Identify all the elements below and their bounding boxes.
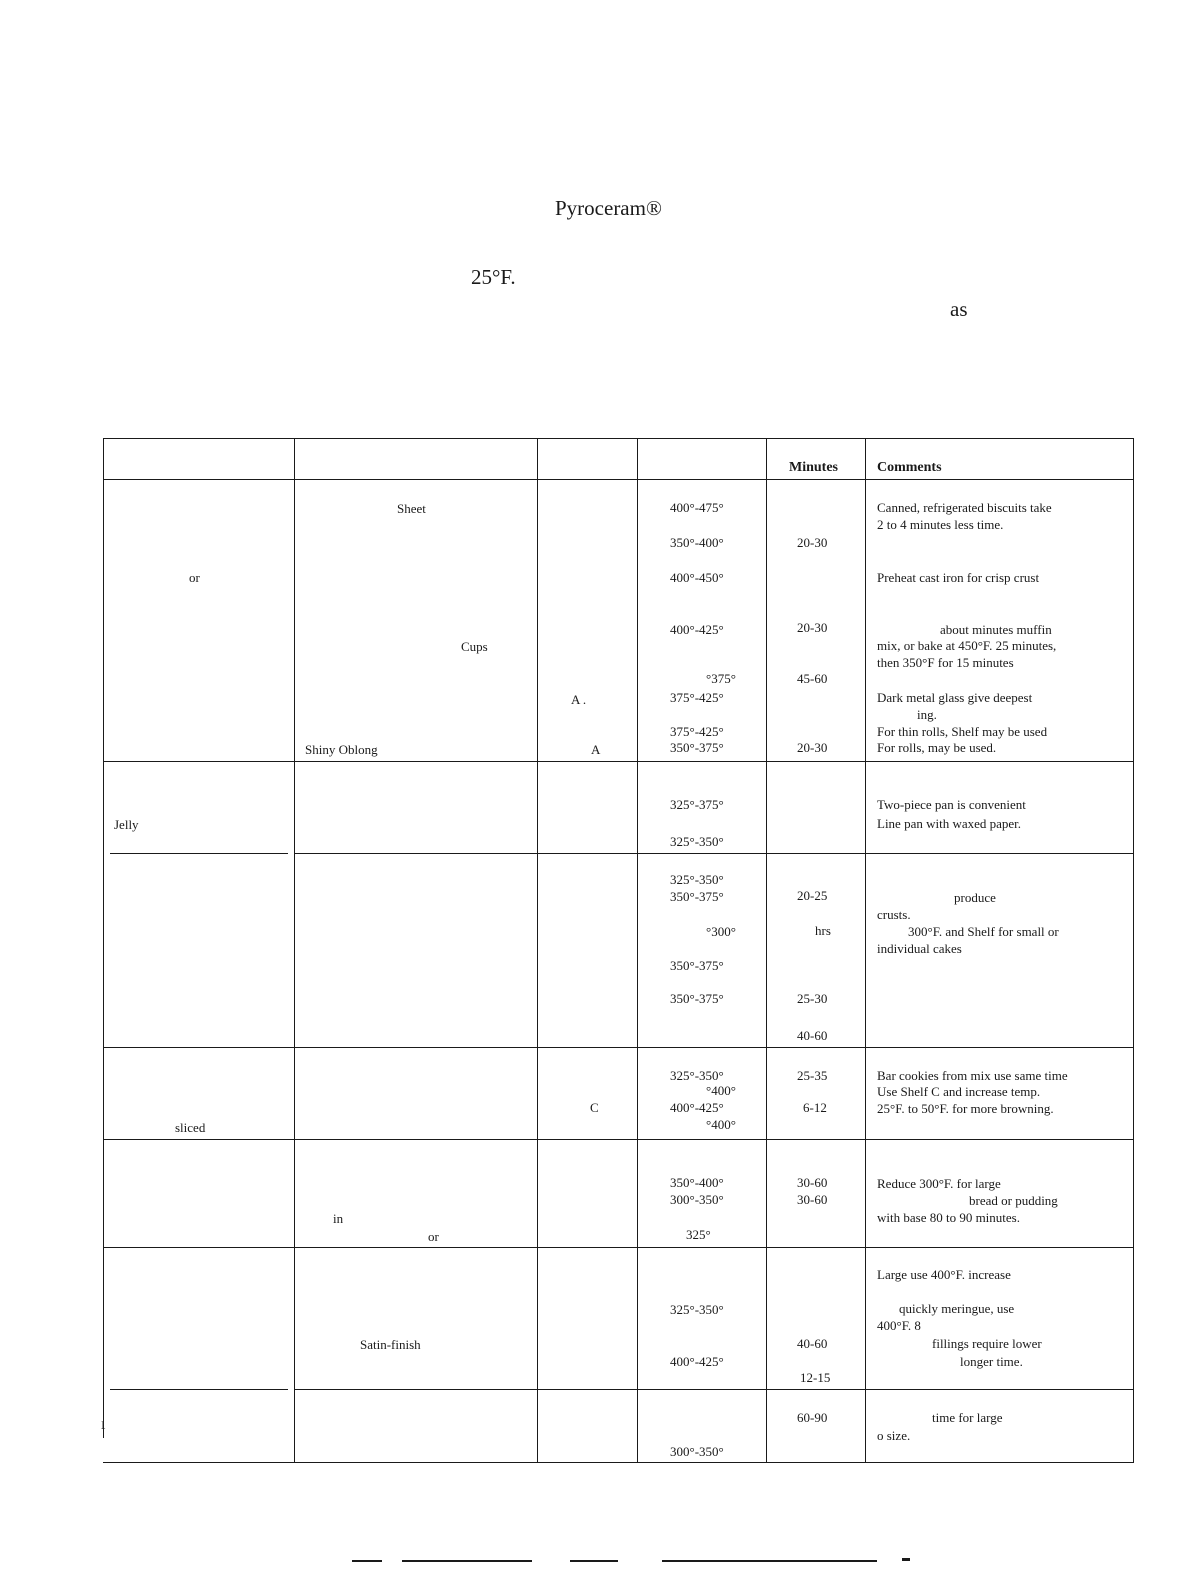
temp-cell: 300°-350° xyxy=(670,1192,724,1207)
comment-line: individual cakes xyxy=(877,941,962,956)
column-divider-3 xyxy=(637,438,638,1463)
table-top-border xyxy=(103,438,1134,439)
temp-cell: 300°-350° xyxy=(670,1444,724,1459)
comment-line: Reduce 300°F. for large xyxy=(877,1176,1001,1191)
temp-cell: 350°-400° xyxy=(670,1175,724,1190)
comment-line: Canned, refrigerated biscuits take xyxy=(877,500,1052,515)
temp-cell: 325° xyxy=(686,1227,711,1242)
minutes-header: Minutes xyxy=(789,460,838,475)
temp-cell: 400°-425° xyxy=(670,622,724,637)
temp-cell: 375°-425° xyxy=(670,724,724,739)
minutes-cell: 20-30 xyxy=(797,740,828,755)
minutes-cell: 60-90 xyxy=(797,1410,828,1425)
temp-cell: 350°-400° xyxy=(670,535,724,550)
comment-line: crusts. xyxy=(877,907,911,922)
temp-cell: 350°-375° xyxy=(670,889,724,904)
row-divider-jelly xyxy=(295,853,1134,854)
comment-line: about minutes muffin xyxy=(940,622,1052,637)
temp-cell: °400° xyxy=(706,1117,736,1132)
comment-line: Large use 400°F. increase xyxy=(877,1267,1011,1282)
comment-line: 300°F. and Shelf for small or xyxy=(908,924,1059,939)
temp-cell: 400°-450° xyxy=(670,570,724,585)
minutes-cell: 12-15 xyxy=(800,1370,831,1385)
footer-rule-segment xyxy=(402,1560,532,1562)
comment-line: ing. xyxy=(917,707,937,722)
temp-cell: °375° xyxy=(706,671,736,686)
column-divider-2 xyxy=(537,438,538,1463)
table-left-border xyxy=(103,438,104,1438)
minutes-cell: 20-30 xyxy=(797,620,828,635)
food-sliced-text: sliced xyxy=(175,1120,206,1135)
shelf-a-text-2: A xyxy=(591,742,601,757)
minutes-cell: 45-60 xyxy=(797,671,828,686)
temp-cell: 325°-375° xyxy=(670,797,724,812)
footer-rule-segment xyxy=(662,1560,877,1562)
pan-satin-finish-text: Satin-finish xyxy=(360,1337,421,1352)
food-mark-text: ı xyxy=(101,1416,106,1433)
pan-in-text: in xyxy=(333,1211,344,1226)
header-divider xyxy=(103,479,1134,480)
pan-sheet-text: Sheet xyxy=(397,501,426,516)
temp-cell: 325°-350° xyxy=(670,834,724,849)
comment-line: bread or pudding xyxy=(969,1193,1058,1208)
row-divider-cookies xyxy=(103,1139,1134,1140)
food-or-text: or xyxy=(189,570,200,585)
comment-line: mix, or bake at 450°F. 25 minutes, xyxy=(877,638,1057,653)
comment-line: 400°F. 8 xyxy=(877,1318,921,1333)
pyroceram-text: Pyroceram® xyxy=(555,196,662,220)
footer-rule-segment xyxy=(570,1560,618,1562)
footer-rule-segment xyxy=(902,1558,910,1561)
column-divider-1 xyxy=(294,438,295,1463)
pan-or-text: or xyxy=(428,1229,439,1244)
column-divider-5 xyxy=(865,438,866,1463)
minutes-cell: 25-30 xyxy=(797,991,828,1006)
pan-cups-text: Cups xyxy=(461,639,488,654)
comment-line: Dark metal glass give deepest xyxy=(877,690,1033,705)
temp-cell: 400°-475° xyxy=(670,500,724,515)
comment-line: Preheat cast iron for crisp crust xyxy=(877,570,1040,585)
comment-line: Bar cookies from mix use same time xyxy=(877,1068,1068,1083)
row-divider-cakes xyxy=(103,1047,1134,1048)
minutes-cell: 40-60 xyxy=(797,1336,828,1351)
minutes-cell: 6-12 xyxy=(803,1100,827,1115)
temp-cell: 400°-425° xyxy=(670,1354,724,1369)
comment-line: time for large xyxy=(932,1410,1003,1425)
comment-line: Two-piece pan is convenient xyxy=(877,797,1026,812)
temp-cell: 350°-375° xyxy=(670,958,724,973)
minutes-cell: 20-25 xyxy=(797,888,828,903)
comment-line: then 350°F for 15 minutes xyxy=(877,655,1014,670)
row-divider-pies-left xyxy=(110,1389,288,1390)
comments-header: Comments xyxy=(877,460,942,475)
row-divider-jelly-left xyxy=(110,853,288,854)
minutes-cell: 20-30 xyxy=(797,535,828,550)
food-jelly-text: Jelly xyxy=(114,817,139,832)
column-divider-4 xyxy=(766,438,767,1463)
temp-cell: 375°-425° xyxy=(670,690,724,705)
comment-line: longer time. xyxy=(960,1354,1023,1369)
table-right-border xyxy=(1133,438,1134,1463)
comment-line: 25°F. to 50°F. for more browning. xyxy=(877,1101,1054,1116)
comment-line: For thin rolls, Shelf may be used xyxy=(877,724,1048,739)
table-bottom-border xyxy=(103,1462,1134,1463)
minutes-cell: 30-60 xyxy=(797,1175,828,1190)
temp-cell: 325°-350° xyxy=(670,1068,724,1083)
comment-line: with base 80 to 90 minutes. xyxy=(877,1210,1020,1225)
temp-cell: 325°-350° xyxy=(670,1302,724,1317)
comment-line: produce xyxy=(954,890,996,905)
row-divider-pies xyxy=(295,1389,1134,1390)
minutes-cell: 30-60 xyxy=(797,1192,828,1207)
comment-line: 2 to 4 minutes less time. xyxy=(877,517,1004,532)
comment-line: For rolls, may be used. xyxy=(877,740,997,755)
comment-line: Line pan with waxed paper. xyxy=(877,816,1022,831)
as-text: as xyxy=(950,297,968,321)
temp-cell: °400° xyxy=(706,1083,736,1098)
minutes-cell: 25-35 xyxy=(797,1068,828,1083)
minutes-cell: hrs xyxy=(815,923,831,938)
minutes-cell: 40-60 xyxy=(797,1028,828,1043)
comment-line: quickly meringue, use xyxy=(899,1301,1015,1316)
comment-line: o size. xyxy=(877,1428,911,1443)
shelf-a-text-1: A . xyxy=(571,692,587,707)
temp-cell: 400°-425° xyxy=(670,1100,724,1115)
temp-cell: 325°-350° xyxy=(670,872,724,887)
temp-cell: °300° xyxy=(706,924,736,939)
shelf-c-text: C xyxy=(590,1100,599,1115)
temp-cell: 350°-375° xyxy=(670,991,724,1006)
footer-rule-segment xyxy=(352,1560,382,1562)
pan-shiny-oblong-text: Shiny Oblong xyxy=(305,742,378,757)
row-divider-biscuits xyxy=(103,761,1134,762)
temperature-difference-text: 25°F. xyxy=(471,265,516,289)
row-divider-puddings xyxy=(103,1247,1134,1248)
comment-line: fillings require lower xyxy=(932,1336,1042,1351)
temp-cell: 350°-375° xyxy=(670,740,724,755)
comment-line: Use Shelf C and increase temp. xyxy=(877,1084,1041,1099)
